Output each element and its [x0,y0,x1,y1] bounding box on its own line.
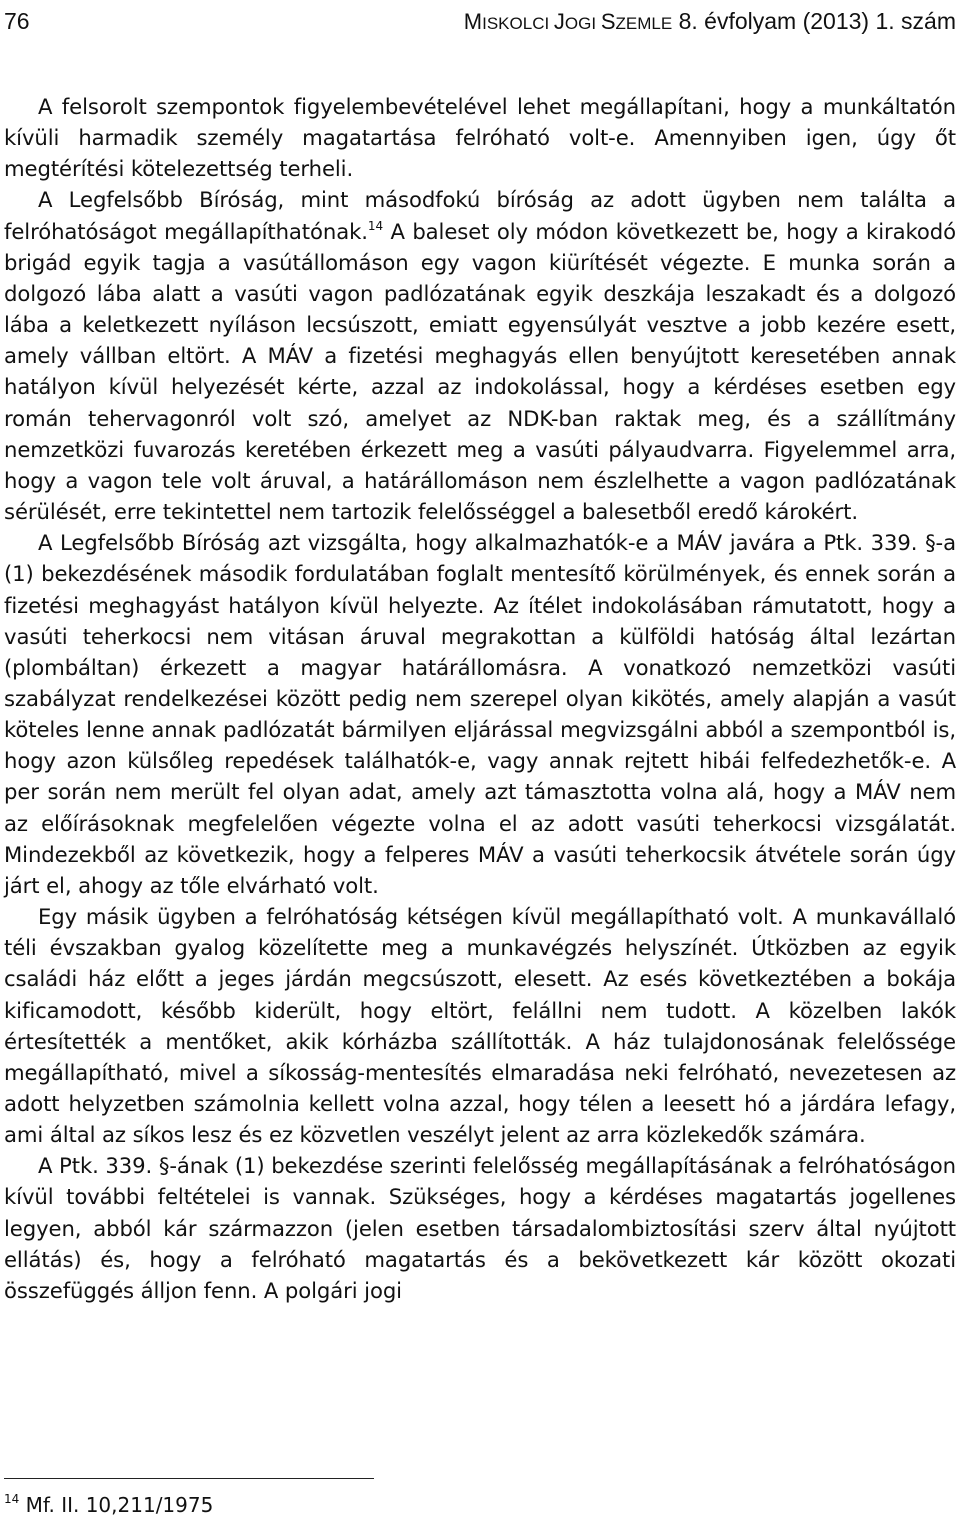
footnote-number: 14 [4,1492,20,1506]
journal-title: MISKOLCI JOGI SZEMLE 8. évfolyam (2013) 1. szám [463,8,956,34]
paragraph-2: A Legfelsőbb Bíróság, mint másodfokú bíróság az adott ügyben nem találta a felróhatóságot megállapíthatónak.$^{14}$ A baleset oly módon következett be, hogy a kirakodó brigád egyik tagja a vasútállomáson egy vagon kiürítését végezte. E munka során a dolgozó lába alatt a vasúti vagon padlózatának egyik deszkája leszakadt és a dolgozó lába a keletkezett nyíláson lecsúszott, emiatt egyensúlyát vesztve a jobb kezére esett, amely vállban eltört. A MÁV a fizetési meghagyás ellen benyújtott keresetében annak hatályon kívül helyezését kérte, azzal az indokolással, hogy a kérdéses esetben egy román tehervagonról volt szó, amelyet az NDK-ban raktak meg, és a szállítmány nemzetközi fuvarozás keretében érkezett meg a vasúti pályaudvarra. Figyelemmel arra, hogy a vagon tele volt áruval, a határállomáson nem észlelhette a vagon padlózatának sérülését, erre tekintettel nem tartozik felelősséggel a balesetből eredő károkért. [4,187,956,525]
paragraph-4: Egy másik ügyben a felróhatóság kétségen kívül megállapítható volt. A munkavállaló téli évszakban gyalog közelítette meg a munkavégzés helyszínét. Útközben az egyik családi ház előtt a jeges járdán megcsúszott, elesett. Az esés következtében a bokája kificamodott, később kiderült, hogy eltört, felállni nem tudott. A közelben lakók értesítették a mentőket, akik kórházba szállították. A ház tulajdonosának felelőssége megállapítható, mivel a síkosság-mentesítés elmaradása neki felróható, nevezetesen az adott helyzetben számolnia kellett volna azzal, hogy télen a leesett hó a járdára lefagy, ami által az síkos lesz és ez közvetlen veszélyt jelent az arra közlekedők számára. [4,904,956,1148]
page-number: 76 [4,8,30,34]
paragraph-3: A Legfelsőbb Bíróság azt vizsgálta, hogy alkalmazhatók-e a MÁV javára a Ptk. 339. §-a (1) bekezdésének második fordulatában foglalt mentesítő körülmények, és ennek során a fizetési meghagyást hatályon kívül helyezte. Az ítélet indokolásában rámutatott, hogy a vasúti teherkocsi nem vitásan áruval megrakottan a külföldi hatóság által lezártan (plombáltan) érkezett a magyar határállomásra. A vonatkozó nemzetközi vasúti szabályzat rendelkezései között pedig nem szerepel olyan kikötés, amely alapján a vasút köteles lenne annak padlózatát bármilyen eljárással megvizsgálni abból a szempontból is, hogy azon külsőleg repedések találhatók-e, vagy annak rejtett hibái felfedezhetők-e. A per során nem merült fel olyan adat, amely azt támasztotta volna alá, hogy a MÁV nem az előírásoknak megfelelően végezte volna el az adott vasúti teherkocsi vizsgálatát. Mindezekből az következik, hogy a felperes MÁV a vasúti teherkocsik átvétele során úgy járt el, ahogy az tőle elvárható volt. [4,530,956,898]
paragraph-5: A Ptk. 339. §-ának (1) bekezdése szerinti felelősség megállapításának a felróhatóságon kívül további feltételei is vannak. Szükséges, hogy a kérdéses magatartás jogellenes legyen, abból kár származzon (jelen esetben társadalombiztosítási szerv által nyújtott ellátás) és, hogy a felróható magatartás és a bekövetkezett kár között okozati összefüggés álljon fenn. A polgári jogi [4,1153,956,1303]
footnote-reference[interactable]: 14 [367,218,383,233]
running-header [2,6,956,36]
footnote-separator [4,1478,374,1479]
footnote-text: Mf. II. 10,211/1975 [19,1493,214,1517]
paragraph-1: A felsorolt szempontok figyelembevételével lehet megállapítani, hogy a munkáltatón kívüli harmadik személy magatartása felróható volt-e. Amennyiben igen, úgy őt megtérítési kötelezettség terheli. [4,94,956,182]
footnote [4,1492,213,1518]
body-text [4,91,956,1306]
